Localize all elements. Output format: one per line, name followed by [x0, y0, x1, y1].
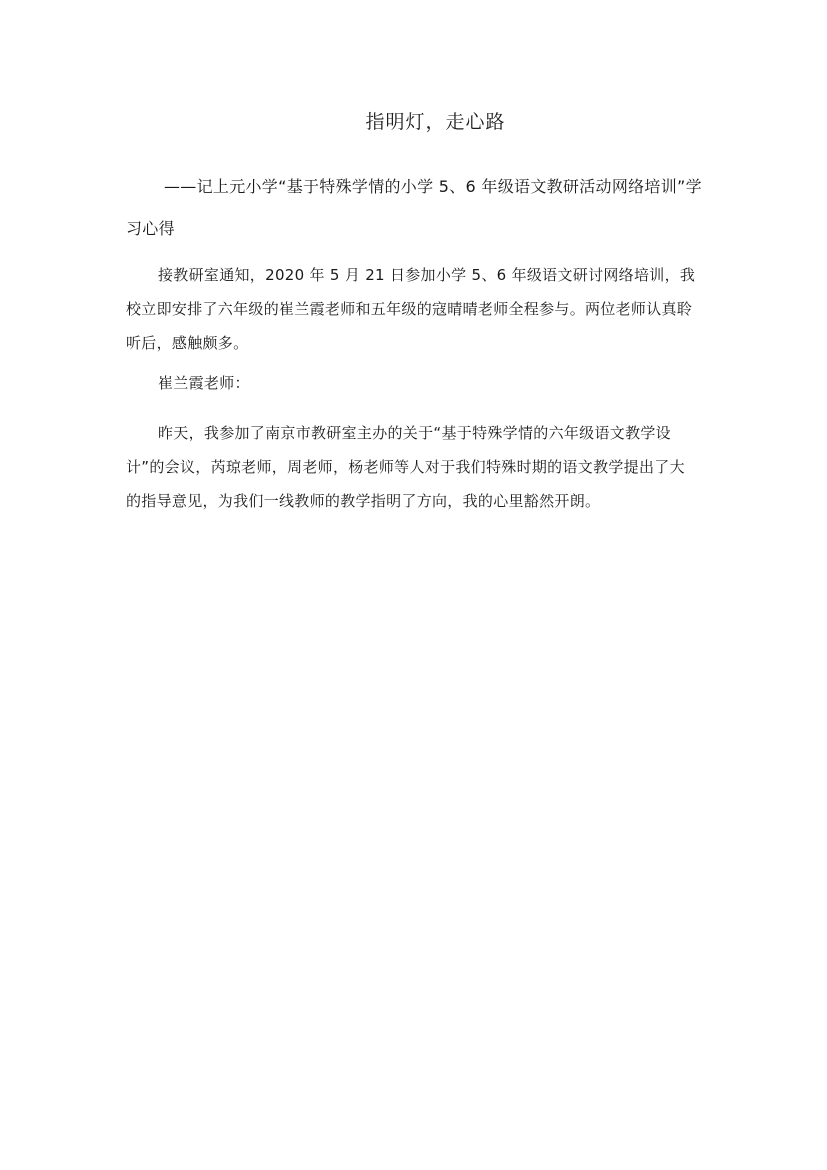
paragraph-intro: 接教研室通知，2020 年 5 月 21 日参加小学 5、6 年级语文研讨网络培训，我校立即安排了六年级的崔兰霞老师和五年级的寇晴晴老师全程参与。两位老师认真聆听后，感触颇多。	[126, 266, 696, 352]
document-subtitle: ——记上元小学“基于特殊学情的小学 5、6 年级语文教研活动网络培训”学习心得	[126, 177, 702, 238]
document-title: 指明灯，走心路	[365, 111, 506, 133]
paragraph-reflection: 昨天，我参加了南京市教研室主办的关于“基于特殊学情的六年级语文教学设计”的会议，芮琼老师，周老师，杨老师等人对于我们特殊时期的语文教学提出了大的指导意见，为我们一线教师的教学指明了方向，我的心里豁然开朗。	[126, 424, 685, 510]
paragraph-teacher-name: 崔兰霞老师：	[158, 374, 250, 392]
